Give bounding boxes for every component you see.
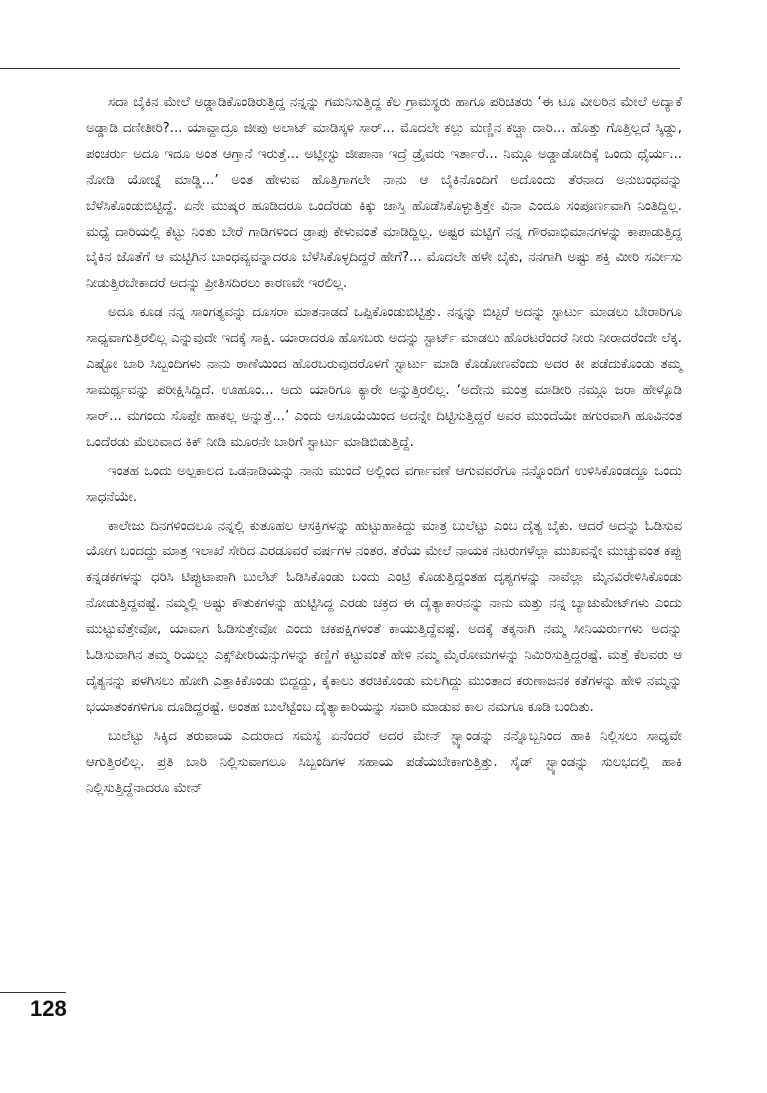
paragraph: ಇಂತಹ ಒಂದು ಅಲ್ಪಕಾಲದ ಒಡನಾಡಿಯನ್ನು ನಾನು ಮುಂದೆ ಅಲ್ಲಿಂದ ವರ್ಗಾವಣೆ ಆಗುವವರೆಗೂ ನನ್ನೊಂದಿಗೆ ಉಳಿಸಿಕೊಂಡದ್ದೂ ಒಂದು ಸಾಧನೆಯೇ. bbox=[86, 463, 682, 505]
top-rule bbox=[0, 68, 680, 69]
page-number-rule bbox=[0, 992, 66, 993]
body-text bbox=[86, 90, 682, 804]
paragraph: ಸದಾ ಬೈಕಿನ ಮೇಲೆ ಅಡ್ಡಾಡಿಕೊಂಡಿರುತ್ತಿದ್ದ ನನ್ನನ್ನು ಗಮನಿಸುತ್ತಿದ್ದ ಕೆಲ ಗ್ರಾಮಸ್ಥರು ಹಾಗೂ ಪರಿಚಿತರು ‘ಈ ಟೂ ವೀಲರಿನ ಮೇಲೆ ಅದ್ಯಾಕೆ ಅಡ್ಡಾಡಿ ದಣೀತೀರಿ?... ಯಾವ್ದಾದ್ರೂ ಜೀಪು ಅಲಾಟ್ ಮಾಡಿಸ್ಕಳಿ ಸಾರ್... ಮೊದಲೇ ಕಲ್ಲು ಮಣ್ಣಿನ ಕಚ್ಚಾ ದಾರಿ... ಹೊತ್ತು ಗೊತ್ತಿಲ್ಲದೆ ಸ್ಕಿಡ್ಡು, ಪಂಚರ್ರು ಅದೂ ಇದೂ ಅಂತ ಆಗ್ತಾನೆ ಇರುತ್ತೆ... ಅಟ್ಲೀಸ್ಟು ಜೀಪಾನಾ ಇದ್ರೆ ಡ್ರೈವರು ಇರ್ತಾರೆ... ನಿಮ್ಗೂ ಅಡ್ಡಾಡೋದಿಕ್ಕೆ ಒಂದು ಧೈರ್ಯ... ನೋಡಿ ಯೋಚ್ನೆ ಮಾಡ್ಡಿ...’ ಅಂತ ಹೇಳುವ ಹೊತ್ತಿಗಾಗಲೇ ನಾನು ಆ ಬೈಕಿನೊಂದಿಗೆ ಅದೊಂದು ತೆರನಾದ ಅನುಬಂಧವನ್ನು ಬೆಳೆಸಿಕೊಂಡುಬಿಟ್ಟಿದ್ದೆ. ಏನೇ ಮುಷ್ಕರ ಹೂಡಿದರೂ ಒಂದೆರಡು ಕಿಕ್ಕು ಜಾಸ್ತಿ ಹೊಡೆಸಿಕೊಳ್ಳುತ್ತಿತ್ತೇ ವಿನಾ ಎಂದೂ ಸಂಪೂರ್ಣವಾಗಿ ನಿಂತಿದ್ದಿಲ್ಲ. ಮಧ್ಯೆ ದಾರಿಯಲ್ಲಿ ಕೆಟ್ಟು ನಿಂತು ಬೇರೆ ಗಾಡಿಗಳಿಂದ ಡ್ರಾಪು ಕೇಳುವಂತೆ ಮಾಡಿದ್ದಿಲ್ಲ. ಅಷ್ಟರ ಮಟ್ಟಿಗೆ ನನ್ನ ಗೌರವಾಭಿಮಾನಗಳನ್ನು ಕಾಪಾಡುತ್ತಿದ್ದ ಬೈಕಿನ ಜೊತೆಗೆ ಆ ಮಟ್ಟಿಗಿನ ಬಾಂಧವ್ಯವನ್ನಾದರೂ ಬೆಳೆಸಿಕೊಳ್ಳದಿದ್ದರೆ ಹೇಗೆ?... ಮೊದಲೇ ಹಳೇ ಬೈಕು, ನನಗಾಗಿ ಅಷ್ಟು ಶಕ್ತಿ ಮೀರಿ ಸರ್ವೀಸು ನೀಡುತ್ತಿರಬೇಕಾದರೆ ಅದನ್ನು ಪ್ರೀತಿಸದಿರಲು ಕಾರಣವೇ ಇರಲಿಲ್ಲ. bbox=[86, 95, 682, 292]
paragraph: ಅದೂ ಕೂಡ ನನ್ನ ಸಾಂಗತ್ಯವನ್ನು ದೂಸರಾ ಮಾತನಾಡದೆ ಒಪ್ಪಿಕೊಂಡುಬಿಟ್ಟಿತ್ತು. ನನ್ನನ್ನು ಬಿಟ್ಟರೆ ಅದನ್ನು ಸ್ಟಾರ್ಟು ಮಾಡಲು ಬೇರಾರಿಗೂ ಸಾಧ್ಯವಾಗುತ್ತಿರಲಿಲ್ಲ ಎನ್ನುವುದೇ ಇದಕ್ಕೆ ಸಾಕ್ಷಿ. ಯಾರಾದರೂ ಹೊಸಬರು ಅದನ್ನು ಸ್ಟಾರ್ಟ್ ಮಾಡಲು ಹೊರಟರೆಂದರೆ ನೀರು ನೀರಾದರೆಂದೇ ಲೆಕ್ಕ. ಎಷ್ಟೋ ಬಾರಿ ಸಿಬ್ಬಂದಿಗಳು ನಾನು ಠಾಣೆಯಿಂದ ಹೊರಬರುವುದರೊಳಗೆ ಸ್ಟಾರ್ಟು ಮಾಡಿ ಕೊಡೋಣವೆಂದು ಅದರ ಕೀ ಪಡೆದುಕೊಂಡು ತಮ್ಮ ಸಾಮರ್ಥ್ಯವನ್ನು ಪರೀಕ್ಷಿಸಿದ್ದಿದೆ. ಊಹೂಂ... ಅದು ಯಾರಿಗೂ ಕ್ಯಾರೇ ಅನ್ನುತ್ತಿರಲಿಲ್ಲ. ‘ಅದೇನು ಮಂತ್ರ ಮಾಡೀರಿ ನಮ್ಗೂ ಜರಾ ಹೇಳ್ಕೊಡಿ ಸಾರ್... ಮಗಂದು ಸೊಪ್ಪೇ ಹಾಕಲ್ಲ ಅನ್ನುತ್ತೆ...’ ಎಂದು ಅಸೂಯೆಯಿಂದ ಅದನ್ನೇ ದಿಟ್ಟಿಸುತ್ತಿದ್ದರೆ ಅವರ ಮುಂದೆಯೇ ಹಗುರವಾಗಿ ಹೂವಿನಂತ ಒಂದೆರಡು ಮೆಲುವಾದ ಕಿಕ್ ನೀಡಿ ಮೂರನೇ ಬಾರಿಗೆ ಸ್ಟಾರ್ಟು ಮಾಡಿಬಿಡುತ್ತಿದ್ದೆ. bbox=[86, 305, 682, 450]
paragraph: ಕಾಲೇಜು ದಿನಗಳಿಂದಲೂ ನನ್ನಲ್ಲಿ ಕುತೂಹಲ ಆಸಕ್ತಿಗಳನ್ನು ಹುಟ್ಟುಹಾಕಿದ್ದು ಮಾತ್ರ ಬುಲೆಟ್ಟು ಎಂಬ ದೈತ್ಯ ಬೈಕು. ಆದರೆ ಅದನ್ನು ಓಡಿಸುವ ಯೋಗ ಬಂದದ್ದು ಮಾತ್ರ ಇಲಾಖೆ ಸೇರಿದ ಎರಡೂವರೆ ವರ್ಷಗಳ ನಂತರ. ತೆರೆಯ ಮೇಲೆ ನಾಯಕ ನಟರುಗಳೆಲ್ಲಾ ಮುಖವನ್ನೇ ಮುಚ್ಚುವಂತ ಕಪ್ಪು ಕನ್ನಡಕಗಳನ್ನು ಧರಿಸಿ ಟಿಪ್ಟುಟಾಪಾಗಿ ಬುಲೆಟ್ ಓಡಿಸಿಕೊಂಡು ಬಂದು ಎಂಟ್ರಿ ಕೊಡುತ್ತಿದ್ದಂತಹ ದೃಶ್ಯಗಳನ್ನು ನಾವೆಲ್ಲಾ ಮೈನವಿರೇಳಿಸಿಕೊಂಡು ನೋಡುತ್ತಿದ್ದವಷ್ಟೆ. ನಮ್ಮಲ್ಲಿ ಅಷ್ಟು ಕೌತುಕಗಳನ್ನು ಹುಟ್ಟಿಸಿದ್ದ ಎರಡು ಚಕ್ರದ ಈ ದೈತ್ಯಾಕಾರನನ್ನು ನಾನು ಮತ್ತು ನನ್ನ ಬ್ಯಾಚುಮೇಟ್‌ಗಳು ಎಂದು ಮುಟ್ಟುವೆತ್ತೇವೋ, ಯಾವಾಗ ಓಡಿಸುತ್ತೇವೋ ಎಂದು ಚಕಪಕ್ಷಿಗಳಂತೆ ಕಾಯುತ್ತಿದ್ದೆವಷ್ಟೆ. ಅದಕ್ಕೆ ತಕ್ಕನಾಗಿ ನಮ್ಮ ಸೀನಿಯರ್ರುಗಳು ಅದನ್ನು ಓಡಿಸುವಾಗಿನ ತಮ್ಮ ರಿಯಲ್ಲು ಎಕ್ಸ್‌ಪೀರಿಯನ್ಸುಗಳನ್ನು ಕಣ್ಣಿಗೆ ಕಟ್ಟುವಂತೆ ಹೇಳಿ ನಮ್ಮ ಮೈರೋಮಗಳನ್ನು ನಿಮಿರಿಸುತ್ತಿದ್ದರಷ್ಟೆ. ಮತ್ತೆ ಕೆಲವರು ಆ ದೈತ್ಯನನ್ನು ಪಳಗಿಸಲು ಹೋಗಿ ಎತ್ತಾಕಿಕೊಂಡು ಬಿದ್ದದ್ದು, ಕೈಕಾಲು ತರಚಿಕೊಂಡು ಮಲಗಿದ್ದು ಮುಂತಾದ ಕರುಣಾಜನಕ ಕತೆಗಳನ್ನು ಹೇಳಿ ನಮ್ಮನ್ನು ಭಯಾತಂಕಗಳಿಗೂ ದೂಡಿದ್ದರಷ್ಟೆ. ಅಂತಹ ಬುಲೆಟ್ಟೆಂಬ ದೈತ್ಯಾಕಾರಿಯನ್ನು ಸವಾರಿ ಮಾಡುವ ಕಾಲ ನಮಗೂ ಕೂಡಿ ಬಂದಿತು. bbox=[86, 518, 682, 715]
paragraph: ಬುಲೆಟ್ಟು ಸಿಕ್ಕಿದ ತರುವಾಯ ಎದುರಾದ ಸಮಸ್ಯೆ ಏನೆಂದರೆ ಅದರ ಮೇನ್ ಸ್ಟ್ಯಾಂಡನ್ನು ನನ್ನೊಬ್ಬನಿಂದ ಹಾಕಿ ನಿಲ್ಲಿಸಲು ಸಾಧ್ಯವೇ ಆಗುತ್ತಿರಲಿಲ್ಲ. ಪ್ರತಿ ಬಾರಿ ನಿಲ್ಲಿಸುವಾಗಲೂ ಸಿಬ್ಬಂದಿಗಳ ಸಹಾಯ ಪಡೆಯಬೇಕಾಗುತ್ತಿತ್ತು. ಸೈಡ್ ಸ್ಟ್ಯಾಂಡನ್ನು ಸುಲಭದಲ್ಲಿ ಹಾಕಿ ನಿಲ್ಲಿಸುತ್ತಿದ್ದೆನಾದರೂ ಮೇನ್ bbox=[86, 728, 682, 796]
page-number: 128 bbox=[30, 996, 67, 1021]
